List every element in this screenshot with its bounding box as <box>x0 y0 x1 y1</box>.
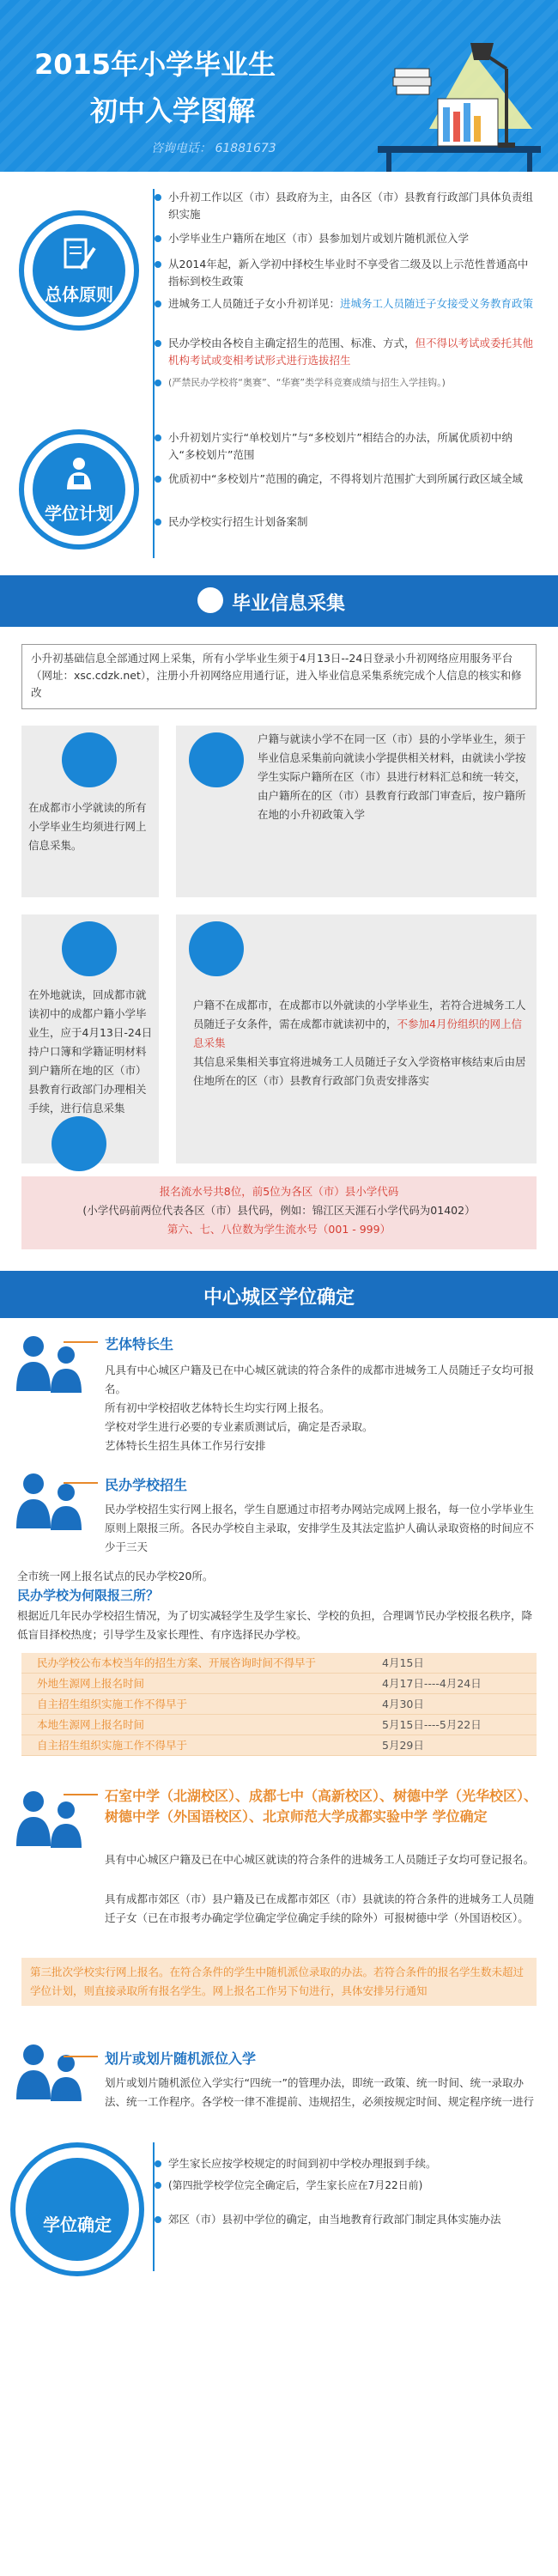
people-icon <box>13 2039 90 2105</box>
art-text <box>105 1361 543 1455</box>
schedule-date: 5月29日 <box>382 1739 424 1752</box>
art-line: 所有初中学校招收艺体特长生均实行网上报名。 <box>105 1401 331 1414</box>
serial-line2: (小学代码前两位代表各区（市）县代码，例如：锦江区天涯石小学代码为01402） <box>82 1204 476 1217</box>
serial-number-box <box>21 1176 537 1249</box>
teacher-icon <box>62 455 96 493</box>
schools-text1: 具有中心城区户籍及已在中心城区就读的符合条件的进城务工人员随迁子女均可登记报名。 <box>105 1853 535 1866</box>
confirm-item: (第四批学校学位完全确定后，学生家长应在7月22日前) <box>168 2177 537 2194</box>
private-title: 民办学校招生 <box>105 1474 187 1494</box>
schedule-date: 4月30日 <box>382 1698 424 1710</box>
schedule-row <box>21 1653 537 1674</box>
plan-badge <box>19 429 139 550</box>
collection-intro: 小升初基础信息全部通过网上采集，所有小学毕业生须于4月13日--24日登录小升初网络应用服务平台（网址：xsc.cdzk.net），注册小升初网络应用通行证，进入毕业信息采集系统完成个人信息的核实和修改 <box>21 644 537 709</box>
arrows-move-icon <box>62 732 117 787</box>
plan-item: 民办学校实行招生计划备案制 <box>168 513 537 531</box>
principle-item <box>168 295 537 313</box>
schedule-row <box>21 1694 537 1715</box>
box2-right-text <box>193 996 528 1091</box>
center-title: 中心城区学位确定 <box>203 1287 355 1309</box>
divider-line <box>153 429 155 558</box>
schedule-item: 民办学校公布本校当年的招生方案、开展咨询时间不得早于 <box>37 1656 317 1669</box>
confirm-badge <box>10 2142 144 2276</box>
divider-line <box>153 189 155 434</box>
box2-left-text: 在外地就读，回成都市就读初中的成都户籍小学毕业生，应于4月13日-24日持户口簿和学籍证明材料到户籍所在地的区（市）县教育行政部门办理相关手续，进行信息采集 <box>28 988 153 1115</box>
parents-icon <box>26 2158 129 2261</box>
schedule-row <box>21 1715 537 1735</box>
principles-badge <box>19 210 139 331</box>
plan-item: 小升初划片实行“单校划片”与“多校划片”相结合的办法，所属优质初中纳入“多校划片”范围 <box>168 429 537 464</box>
title-line1: 2015年小学毕业生 <box>34 48 276 81</box>
principle-warning: 但不得以考试或委托其他机构考试或变相考试形式进行选拔招生 <box>168 337 534 367</box>
schedule-date: 5月15日----5月22日 <box>382 1718 482 1731</box>
random-text: 划片或划片随机派位入学实行“四统一”的管理办法，即统一政策、统一时间、统一录取办法、统一工作程序。各学校一律不准提前、违规招生，必须按规定时间、规定程序统一进行 <box>105 2076 535 2108</box>
plan-label: 学位计划 <box>45 503 113 524</box>
group-icon <box>52 1116 106 1171</box>
plan-item: 优质初中“多校划片”范围的确定，不得将划片范围扩大到所属行政区域全域 <box>168 471 537 488</box>
confirm-item: 郊区（市）县初中学位的确定，由当地教育行政部门制定具体实施办法 <box>168 2211 537 2228</box>
box2-right-text-a: 户籍不在成都市，在成都市以外就读的小学毕业生，若符合进城务工人员随迁子女条件，需在成都市就读初中的， <box>193 999 526 1030</box>
third-batch-note: 第三批次学校实行网上报名。在符合条件的学生中随机派位录取的办法。若符合条件的报名学生数未超过学位计划，则直接录取所有报名学生。网上报名工作另下旬进行，具体安排另行通知 <box>21 1958 537 2006</box>
art-title: 艺体特长生 <box>105 1334 173 1353</box>
principle-text: 进城务工人员随迁子女小升初详见： <box>168 297 341 310</box>
schedule-item: 外地生源网上报名时间 <box>37 1677 145 1690</box>
document-pen-icon <box>62 236 96 274</box>
schedule-date: 4月15日 <box>382 1656 424 1669</box>
art-line: 艺体特长生招生具体工作另行安排 <box>105 1439 266 1452</box>
desk-lamp-books-icon <box>369 17 541 172</box>
schedule-item: 自主招生组织实施工作不得早于 <box>37 1698 188 1710</box>
title-line2: 初中入学图解 <box>90 94 256 127</box>
pencil-icon <box>62 921 117 976</box>
principle-item: 从2014年起，新入学初中择校生毕业时不享受省二级及以上示范性普通高中指标到校生政策 <box>168 256 537 290</box>
center-band <box>0 1271 558 1318</box>
schedule-row <box>21 1674 537 1694</box>
share-icon <box>189 732 244 787</box>
principle-item <box>168 335 537 369</box>
confirm-label: 学位确定 <box>43 2215 112 2235</box>
private-count: 全市统一网上报名试点的民办学校20所。 <box>17 1570 214 1583</box>
schools-text2: 具有成都市郊区（市）县户籍及已在成都市郊区（市）县就读的符合条件的进城务工人员随迁子女（已在市报考办确定学位确定学位确定手续的除外）可报树德中学（外国语校区）。 <box>105 1893 535 1924</box>
collection-banner <box>0 575 558 627</box>
people-icon <box>13 1786 90 1851</box>
schedule-row <box>21 1735 537 1756</box>
header <box>0 0 558 172</box>
confirm-item: 学生家长应按学校规定的时间到初中学校办理报到手续。 <box>168 2155 537 2172</box>
box1-left-text: 在成都市小学就读的所有小学毕业生均须进行网上信息采集。 <box>28 801 147 852</box>
serial-line1: 报名流水号共8位，前5位为各区（市）县小学代码 <box>159 1185 399 1198</box>
art-line: 学校对学生进行必要的专业素质测试后，确定是否录取。 <box>105 1420 373 1433</box>
principle-item: 小升初工作以区（市）县政府为主，由各区（市）县教育行政部门具体负责组织实施 <box>168 189 537 223</box>
policy-link[interactable]: 进城务工人员随迁子女接受义务教育政策 <box>340 297 534 310</box>
schedule-item: 本地生源网上报名时间 <box>37 1718 145 1731</box>
schedule-date: 4月17日----4月24日 <box>382 1677 482 1690</box>
random-title: 划片或划片随机派位入学 <box>105 2048 256 2068</box>
schedule-item: 自主招生组织实施工作不得早于 <box>37 1739 188 1752</box>
schools-title: 石室中学（北湖校区）、成都七中（高新校区）、树德中学（光华校区）、树德中学（外国语校区）、北京师范大学成都实验中学 学位确定 <box>105 1786 543 1827</box>
art-line: 凡具有中心城区户籍及已在中心城区就读的符合条件的成都市进城务工人员随迁子女均可报名。 <box>105 1364 535 1395</box>
question-title: 民办学校为何限报三所？ <box>17 1588 160 1603</box>
schedule-table <box>21 1653 537 1756</box>
serial-line3: 第六、七、八位数为学生流水号（001 - 999） <box>167 1223 391 1236</box>
principles-section <box>0 172 558 575</box>
consult-phone: 咨询电话： 61881673 <box>151 142 276 155</box>
principle-item: 小学毕业生户籍所在地区（市）县参加划片或划片随机派位入学 <box>168 230 537 247</box>
collection-title: 毕业信息采集 <box>232 593 346 615</box>
people-icon <box>13 1468 90 1534</box>
document-icon <box>197 587 223 613</box>
question-text: 根据近几年民办学校招生情况，为了切实减轻学生及学生家长、学校的负担，合理调节民办学校报名秩序，降低盲目择校热度；引导学生及家长理性、有序选择民办学校。 <box>17 1609 533 1641</box>
alert-icon <box>189 921 244 976</box>
principles-label: 总体原则 <box>45 284 113 305</box>
collection-section <box>0 627 558 1271</box>
box1-right-text: 户籍与就读小学不在同一区（市）县的小学毕业生，须于毕业信息采集前向就读小学提供相关材料，由就读小学按学生实际户籍所在区（市）县进行材料汇总和统一转交，由户籍所在的区（市）县教育行政部门审查后，按户籍所在地的小升初政策入学 <box>258 732 526 821</box>
center-section <box>0 1318 558 2576</box>
principle-note: (严禁民办学校将“奥赛”、“华赛”类学科竞赛成绩与招生入学挂钩。) <box>168 374 537 392</box>
box2-right-warning: 不参加4月份组织的网上信息采集 <box>193 1018 522 1049</box>
box2-right-text-b: 其信息采集相关事宜将进城务工人员随迁子女入学资格审核结束后由居住地所在的区（市）县教育行政部门负责安排落实 <box>193 1055 526 1087</box>
principle-text: 民办学校由各校自主确定招生的范围、标准、方式， <box>168 337 415 349</box>
private-text: 民办学校招生实行网上报名，学生自愿通过市招考办网站完成网上报名，每一位小学毕业生原则上限报三所。各民办学校自主录取，安排学生及其法定监护人确认录取资格的时间应不少于三天 <box>105 1503 535 1553</box>
